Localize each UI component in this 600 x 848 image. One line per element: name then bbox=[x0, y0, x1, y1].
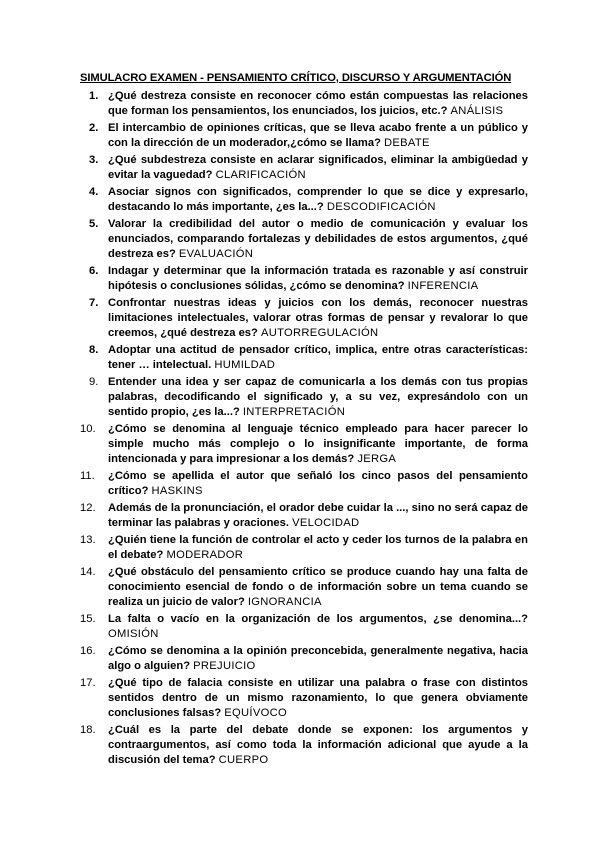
question-item bbox=[80, 121, 528, 151]
question-answer: AUTORREGULACIÓN bbox=[260, 326, 379, 339]
question-text: Además de la pronunciación, el orador debe cuidar la ..., sino no será capaz de terminar las palabras y oraciones. bbox=[108, 502, 528, 530]
question-text-block bbox=[108, 185, 528, 215]
question-answer: OMISIÓN bbox=[108, 628, 159, 641]
question-number: 10. bbox=[80, 423, 96, 436]
question-text-block bbox=[108, 644, 528, 674]
question-text-block bbox=[108, 565, 528, 609]
question-text: ¿Qué obstáculo del pensamiento crítico se produce cuando hay una falta de conocimiento esencial de fondo o de información sobre un tema cuando se realiza un juicio de valor? bbox=[108, 566, 528, 608]
question-item bbox=[80, 565, 528, 609]
question-text-block bbox=[108, 469, 528, 499]
question-answer: HUMILDAD bbox=[214, 359, 276, 372]
question-answer: EVALUACIÓN bbox=[178, 247, 254, 260]
question-answer: CUERPO bbox=[218, 753, 269, 766]
question-text: La falta o vacío en la organización de los argumentos, ¿se denomina...? bbox=[108, 613, 528, 626]
question-text-block bbox=[108, 723, 528, 767]
question-text: Entender una idea y ser capaz de comunicarla a los demás con tus propias palabras, decodificando el significado y, a su vez, expresándolo con un sentido propio, ¿es la...? bbox=[108, 376, 528, 418]
question-answer: INTERPRETACIÓN bbox=[242, 405, 346, 418]
question-number: 9. bbox=[89, 376, 99, 389]
question-number: 11. bbox=[80, 470, 95, 483]
question-answer: VELOCIDAD bbox=[292, 517, 360, 530]
question-item bbox=[80, 533, 528, 563]
question-text: Confrontar nuestras ideas y juicios con los demás, reconocer nuestras limitaciones intelectuales, valorar otras formas de pensar y revalorar lo que creemos, ¿qué destreza es? bbox=[108, 297, 528, 339]
question-item bbox=[80, 422, 528, 466]
question-answer: JERGA bbox=[357, 452, 397, 465]
question-answer: CLARIFICACIÓN bbox=[215, 168, 306, 181]
question-text: ¿Cómo se denomina a la opinión preconcebida, generalmente negativa, hacia algo o alguien? bbox=[108, 645, 528, 673]
question-answer: ANÁLISIS bbox=[450, 104, 504, 117]
question-text-block bbox=[108, 612, 528, 642]
question-number: 7. bbox=[89, 297, 99, 310]
question-text: ¿Qué destreza consiste en reconocer cómo están compuestas las relaciones que forman los pensamientos, los enunciados, los juicios, etc.? bbox=[108, 90, 528, 117]
question-number: 5. bbox=[89, 218, 99, 231]
question-answer: IGNORANCIA bbox=[247, 596, 322, 608]
question-number: 13. bbox=[80, 534, 96, 547]
question-text-block bbox=[108, 501, 528, 531]
question-text: ¿Quién tiene la función de controlar el acto y ceder los turnos de la palabra en el debate? bbox=[108, 534, 528, 562]
question-answer: MODERADOR bbox=[166, 549, 244, 562]
question-list bbox=[80, 89, 528, 770]
question-text: Asociar signos con significados, comprender lo que se dice y expresarlo, destacando lo más importante, ¿es la...? bbox=[108, 186, 528, 214]
question-text-block bbox=[108, 153, 528, 183]
question-item bbox=[80, 375, 528, 419]
question-text: Valorar la credibilidad del autor o medio de comunicación y evaluar los enunciados, comparando fortalezas y debilidades de estos argumentos, ¿qué destreza es? bbox=[108, 218, 528, 260]
question-number: 17. bbox=[80, 677, 96, 690]
question-text-block bbox=[108, 121, 528, 151]
question-text-block bbox=[108, 375, 528, 419]
question-number: 8. bbox=[89, 344, 99, 357]
question-number: 15. bbox=[80, 613, 96, 626]
question-item bbox=[80, 644, 528, 674]
question-number: 18. bbox=[80, 724, 96, 737]
question-text: ¿Cómo se apellida el autor que señaló los cinco pasos del pensamiento crítico? bbox=[108, 470, 528, 497]
question-number: 6. bbox=[89, 265, 99, 278]
question-answer: INFERENCIA bbox=[407, 280, 479, 293]
question-text-block bbox=[108, 264, 528, 294]
question-text: ¿Qué tipo de falacia consiste en utilizar una palabra o frase con distintos sentidos dentro de un mismo razonamiento, lo que genera obviamente conclusiones falsas? bbox=[108, 677, 528, 720]
question-item bbox=[80, 469, 528, 499]
question-item bbox=[80, 264, 528, 294]
question-answer: HASKINS bbox=[151, 484, 203, 497]
question-text-block bbox=[108, 533, 528, 563]
question-item bbox=[80, 723, 528, 767]
question-text-block bbox=[108, 217, 528, 261]
question-text-block bbox=[108, 676, 528, 720]
question-number: 14. bbox=[80, 566, 96, 579]
question-item bbox=[80, 153, 528, 183]
question-number: 3. bbox=[89, 154, 99, 167]
question-item bbox=[80, 185, 528, 215]
question-text: ¿Cuál es la parte del debate donde se exponen: los argumentos y contraargumentos, así como toda la información adicional que ayude a la discusión del tema? bbox=[108, 724, 528, 766]
question-answer: DESCODIFICACIÓN bbox=[326, 201, 436, 214]
question-item bbox=[80, 343, 528, 373]
question-number: 16. bbox=[80, 645, 96, 658]
question-item bbox=[80, 676, 528, 720]
question-item bbox=[80, 501, 528, 531]
question-text: ¿Qué subdestreza consiste en aclarar significados, eliminar la ambigüedad y evitar la vaguedad? bbox=[108, 154, 528, 181]
question-item bbox=[80, 296, 528, 340]
question-text: Adoptar una actitud de pensador crítico, implica, entre otras características: tener … intelectual. bbox=[108, 344, 528, 372]
question-text: ¿Cómo se denomina al lenguaje técnico empleado para hacer parecer lo simple mucho más complejo o lo insignificante importante, de forma intencionada y para impresionar a los demás? bbox=[108, 423, 528, 465]
question-answer: DEBATE bbox=[384, 136, 430, 149]
question-item bbox=[80, 217, 528, 261]
question-text: Indagar y determinar que la información tratada es razonable y así construir hipótesis o conclusiones sólidas, ¿cómo se denomina? bbox=[108, 265, 528, 293]
question-text-block bbox=[108, 422, 528, 466]
question-text-block bbox=[108, 296, 528, 340]
question-number: 2. bbox=[89, 122, 99, 135]
question-text-block bbox=[108, 89, 528, 119]
question-number: 1. bbox=[89, 90, 99, 102]
question-text: El intercambio de opiniones críticas, que se lleva acabo frente a un público y con la dirección de un moderador,¿cómo se llama? bbox=[108, 122, 528, 149]
question-item bbox=[80, 612, 528, 642]
document-title: SIMULACRO EXAMEN - PENSAMIENTO CRÍTICO, DISCURSO Y ARGUMENTACIÓN bbox=[80, 72, 512, 84]
question-number: 12. bbox=[80, 502, 96, 515]
question-number: 4. bbox=[89, 186, 99, 199]
question-text-block bbox=[108, 343, 528, 373]
question-answer: PREJUICIO bbox=[193, 660, 256, 673]
question-item bbox=[80, 89, 528, 119]
question-answer: EQUÍVOCO bbox=[224, 707, 287, 720]
